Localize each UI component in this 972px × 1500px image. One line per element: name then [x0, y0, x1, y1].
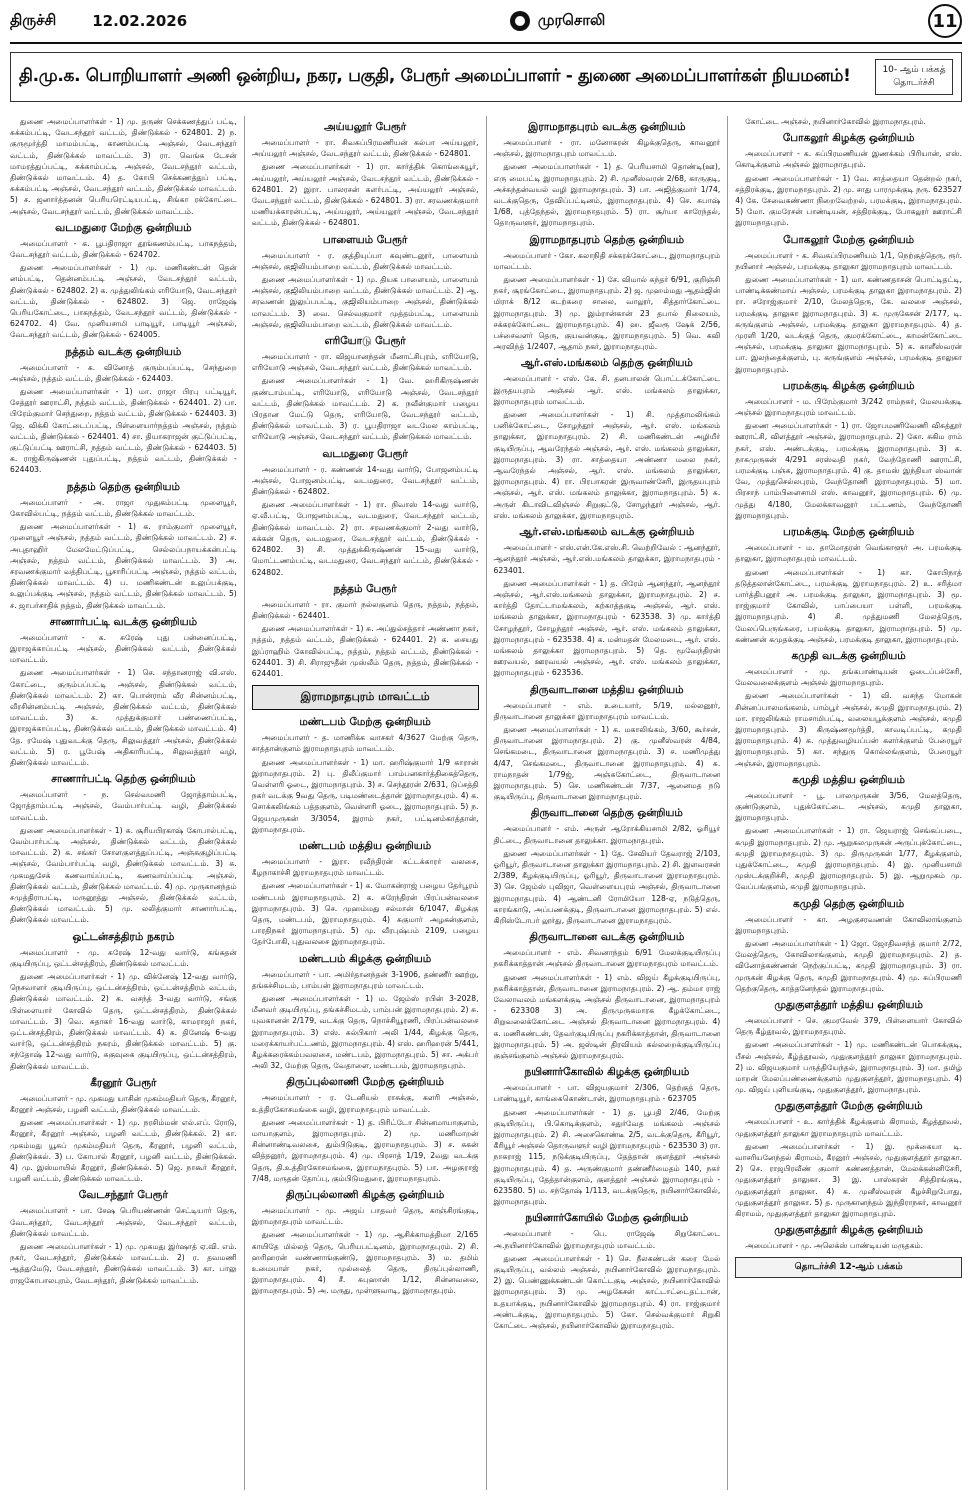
article-paragraph: அமைப்பாளர் - எம். அருள் ஆரோக்கியசாமி 2/82, ஓரியூர் திட்டை, திருவாடானை தாலுக்கா. இராமநாதபுரம்.	[493, 824, 721, 845]
section-heading: பாளையம் பேரூர்	[322, 233, 408, 246]
section-heading: வடமதுரை பேரூர்	[322, 447, 408, 460]
section-heading: கமுதி மத்திய ஒன்றியம்	[792, 773, 905, 786]
section-heading: மண்டபம் மேற்கு ஒன்றியம்	[299, 716, 431, 729]
article-paragraph: அமைப்பாளர் - எம். உடையார், 5/19, மல்லனூர், திருவாடானை தாலுக்கா இராமநாதபுரம் மாவட்டம்.	[493, 700, 721, 721]
text-column-1	[10, 116, 244, 1490]
section-heading: கமுதி தெற்கு ஒன்றியம்	[793, 897, 905, 910]
article-paragraph: அமைப்பாளர் - ர. குத்தியுப்பா கவுண்டனூர், பாளையம் அஞ்சல், குஜிலியம்பாறை வட்டம், திண்டுக்கல் மாவட்டம்.	[251, 250, 479, 271]
section-heading: முதுகுளத்தூர் மத்திய ஒன்றியம்	[774, 999, 923, 1011]
article-paragraph: துணை அமைப்பாளர்கள் - 1) வே. ஹரிகிருஷ்ணன் குண்டாம்பட்டி, எரியோடு, எரியோடு அஞ்சல், வேடசந்தூர் வட்டம், திண்டுக்கல் மாவட்டம். 2) க. நவீன்குமார் பழைய பிரதான மேட்டு தெரு, எரியோடு, வேடசந்தூர் வட்டம், திண்டுக்கல் மாவட்டம். 3) ர. பூபதிராஜா வடமேல காம்பட்டி, எரியோடு அஞ்சல், வேடசந்தூர் வட்டம், திண்டுக்கல் மாவட்டம்.	[251, 376, 479, 442]
article-paragraph: அமைப்பாளர் - ந. செல்வமணி ஜோத்தாம்பட்டி, ஜோத்தாம்பட்டி அஞ்சல், வேம்பார்பட்டி வழி, திண்டுக்கல் மாவட்டம்.	[10, 790, 237, 822]
section-heading: சாணார்பட்டி வடக்கு ஒன்றியம்	[49, 615, 198, 628]
article-paragraph: அமைப்பாளர் - மு. அஜய் பாதவர் தெரு, காஞ்சிரங்குடி, இராமநாதபுரம் மாவட்டம்.	[251, 1206, 479, 1227]
article-paragraph: துணை அமைப்பாளர்கள் - 1) கா. கோபிநாத் தடுத்தலான்கோட்டை, பரமக்குடி இராமநாதபுரம். 2) உ. சரித்மா பார்த்திபனூர் அ. பரமக்குடி தாலுகா, இராமநாதபுரம். 3) மூ. ராஜ்குமார் கோவில், பாப்பையா பள்ளி, பரமக்குடி இராமநாதபுரம். 4) சி. முத்துமணி மேலத்தெரு, மேலப்பெருங்கரை, பரமக்குடி தாலுகா, இராமநாதபுரம். 5) மு. கண்ணன் கமுதக்குடி அஞ்சல், பரமக்குடி தாலுகா, இராமநாதபுரம்.	[735, 567, 962, 644]
headline: தி.மு.க. பொறியாளர் அணி ஒன்றிய, நகர, பகுதி, பேரூர் அமைப்பாளர் - துணை அமைப்பாளர்கள் நியமனம்!	[19, 66, 851, 86]
article-paragraph: அமைப்பாளர் - உ. கார்த்திக் கீழக்குளம் கிராமம், கீழத்தூவல், முதுகுளத்தூர் தாலுகா இராமநாதபுரம் மாவட்டம்.	[735, 1117, 962, 1138]
continued-from-line-2: தொடர்ச்சி	[893, 78, 935, 88]
article-paragraph: அமைப்பாளர் - க. வினோத் குரும்பப்பட்டி, செந்துறை அஞ்சல், நத்தம் வட்டம், திண்டுக்கல் - 624403.	[10, 362, 237, 383]
continued-from-box	[875, 59, 953, 95]
article-paragraph: துணை அமைப்பாளர்கள் - 1) ரா. ஜோபமணிவேணி விசுத்தூர் ஊராட்சி, விளத்தூர் அஞ்சல், இராமநாதபுரம். 2) கோ. சுகிம ராம் நகர், எஸ். அண்டக்குடி, பரமக்குடி இராமநாதபுரம். 3) க. நாகமுருகன் 4/291 சரஸ்வதி நகர், வேந்தோணி ஊராட்சி, பரமக்குடி பஞ்சு, இராமநாதபுரம். 4) கு. தாமஸ் இந்தியா ஸ்வான் வே, முத்துசெல்லபுரம், வேந்தோணி இராமநாதபுரம். 5) மா. பிரசாந் பாம்பிளைசாமி எஸ். காவனூர், இராமநாதபுரம். 6) மு. முத்து 4/180, மேலக்காவனூர் பட்டணம், வேந்தோணி இராமநாதபுரம்.	[735, 421, 962, 520]
article-paragraph: துணை அமைப்பாளர்கள் - 1) இ. மூக்கையா டி. வாசரியனேந்தல் கிராமம், கீரனூர் அஞ்சல், முதுகுளத்தூர் தாலுகா. 2) செ. ராஜபிரவீண் குமார் கண்ணத்தான், மேலக்கன்னிசேரி, முதுகுளத்தூர் தாலுகா. 3) இ. பாஸ்கரன் சித்திரங்குடி, முதுகுளத்தூர் தாலுகா. 4) சு. முனீஸ்வரன் கீழச்சிறுபோது, முதுகுளத்தூர் தாலுகா. 5) த. முருகானந்தம் இந்திராநகர், காவனூர் கிராமம், முதுகுளத்தூர் தாலுகா இராமநாதபுரம்.	[735, 1141, 962, 1219]
article-paragraph: துணை அமைப்பாளர்கள் - 1) ஜோ. ஜோதிவசந்த் குமார் 2/72, மேலத்தெரு, கோவிலாங்குளம், கமுதி இராமநாதபுரம். 2) த. வினோத்கண்ணன் நெற்குப்பட்டி, கமுதி இராமநாதபுரம். 3) ரா. முருகன் கிழக்கு தெரு, கமுதி இராமநாதபுரம். 4) மு. சுப்பிரமணி தெற்குதெரு, காத்தனேந்தல் இராமநாதபுரம்.	[735, 938, 962, 993]
article-columns	[10, 116, 962, 1490]
continued-on-note: தொடர்ச்சி 12-ஆம் பக்கம்	[735, 1257, 962, 1278]
article-paragraph: அமைப்பாளர் - ம. பிரேம்குமார் 3/242 ராம்நகர், மேலயக்குடி அஞ்சல் இராமநாதபுரம் மாவட்டம்.	[735, 396, 962, 418]
headline-box	[10, 52, 962, 102]
section-heading: ஒட்டன்சத்திரம் நகரம்	[72, 930, 175, 943]
article-paragraph: அமைப்பாளர் - இரா. ரவீந்திரன் கட்டக்காரர் வலசை, கீழநாகாச்சி இராமநாதபுரம் மாவட்டம்.	[251, 856, 479, 878]
section-heading: திருப்புல்லாணி மேற்கு ஒன்றியம்	[286, 1076, 444, 1089]
section-heading: கீரனூர் பேரூர்	[90, 1076, 157, 1089]
article-paragraph: அமைப்பாளர் - மு. அலெக்ஸ் பாண்டியன் மருதகம்.	[745, 1241, 924, 1251]
article-paragraph: அமைப்பாளர் - மு. தங்கபாண்டியன் ஓடைப்பச்சேரி, மேலவலைக்குளம் அஞ்சல் இராமநாதபுரம்.	[735, 666, 962, 688]
section-heading: கமுதி வடக்கு ஒன்றியம்	[791, 649, 906, 662]
article-paragraph: துணை அமைப்பாளர்கள் - 1) சே. விமால் சுந்தர் 6/91, குறிஞ்சி நகர், சூரங்கோட்டை, இராமநாதபுரம். 2) ஜ. முஹம்மது ஆதம்ஜின் மிராக் 8/12 கடற்கரை சாலை, வாலூர், சித்தார்கோட்டை இராமநாதபுரம். 3) மு. இம்ரான்கான் 23 தபால் நிலையம், சக்கரக்கோட்டை இராமநாதபுரம். 4) ஹ. ஜீவரூ ஷேக் 2/56, பச்சைவளர் தெரு, குயவன்குடி, இராமநாதபுரம். 5) வெ. கவி அரவிந்த் 1/2407, ஆதாம் நகர், இராமநாதபுரம்.	[493, 275, 721, 352]
section-heading: போகலூர் மேற்கு ஒன்றியம்	[783, 233, 915, 246]
section-heading: நத்தம் தெற்கு ஒன்றியம்	[66, 480, 180, 493]
newspaper-logo-icon	[510, 11, 530, 31]
article-paragraph: துணை அமைப்பாளர்கள் - 1) மு. மணிகண்டன் தென் னம்பட்டி, தென்னம்பட்டி அஞ்சல், வேடசந்தூர் வட்டம், திண்டுக்கல் - 624802. 2) க. முத்துலிங்கம் எரியோடு, வேடசந்தூர் வட்டம், திண்டுக்கல் - 624802. 3) ஜெ. ராஜேஷ் பெரியகோட்டை, பாகநத்தம், வேடசந்தூர் வட்டம், திண்டுக்கல் - 624702. 4) வே. முனியசாமி பாடியூர், பாடியூர் அஞ்சல், வேடசந்தூர் வட்டம், திண்டுக்கல் - 624005.	[10, 263, 237, 340]
date-label: 12.02.2026	[92, 12, 188, 30]
article-paragraph: துணை அமைப்பாளர்கள் - 1) மு. தியக பாளையம், பாளையம் அஞ்சல், குஜிலியம்பாறை வட்டம், திண்டுக்கல் மாவட்டம். 2) ஆ. சரவணன் இலுப்பபட்டி, குஜிலியம்பாறை அஞ்சல், திண்டுக்கல் மாவட்டம். 3) வை. செல்வகுமார் முத்தம்பட்டி, பாளையம் அஞ்சல், குஜிலியம்பாறை வட்டம், திண்டுக்கல் மாவட்டம்.	[251, 275, 479, 329]
section-heading: மண்டபம் கிழக்கு ஒன்றியம்	[299, 952, 432, 965]
section-heading: பரமக்குடி கிழக்கு ஒன்றியம்	[782, 379, 915, 392]
article-paragraph: அமைப்பாளர் - க. சுரேஷ் புது பன்னைப்பட்டி, இராஜக்காப்பட்டி அஞ்சல், திண்டுக்கல் வட்டம், திண்டுக்கல் மாவட்டம்.	[10, 632, 237, 665]
article-paragraph: அமைப்பாளர் - மு. சுரேஷ் 12-வது வார்டு, கங்கதன் குடியிருப்பு, ஒட்டன்சத்திரம், திண்டுக்கல் மாவட்டம்.	[10, 947, 237, 968]
article-paragraph: துணை அமைப்பாளர்கள் - 1) மு. முகமது இர்ஷாத் ஏ.வி. எம். நகர், வேடசந்தூர், திண்டுக்கல் மாவட்டம். 2) ர. தவமணி ஆத்துமேடு, வேடசந்தூர், திண்டுக்கல் மாவட்டம். 3) கா. பாலு ராஜகோபாலபுரம், வேடசந்தூர், திண்டுக்கல் மாவட்டம்.	[10, 1242, 237, 1285]
article-paragraph: அமைப்பாளர் - எஸ்.என்.கே.எஸ்.சி. வெற்றிவேல் : ஆனந்தூர், ஆனந்தூர் அஞ்சல், ஆர்.எஸ்.மங்கலம் தாலுக்கா, இராமநாதபுரம் - 623401.	[493, 543, 721, 575]
article-paragraph: அமைப்பாளர் - ரா. சிவசுப்பிரமணியன் கல்பா அய்யலூர், அய்யலூர் அஞ்சல், வேடசந்தூர் வட்டம், திண்டுக்கல் - 624801.	[251, 138, 479, 159]
article-paragraph: அமைப்பாளர் - ம. தாமோதரன் வெங்காளூர் அ. பரமக்குடி தாலுகா, இராமநாதபுரம் மாவட்டம்.	[735, 543, 962, 564]
district-heading: இராமநாதபுரம் மாவட்டம்	[252, 685, 479, 710]
section-heading: நத்தம் பேரூர்	[333, 582, 397, 595]
article-paragraph: அமைப்பாளர் - பா. விஜயகுமார் 2/306, தெற்குத் தெரு, பாண்டியூர், காங்கைகொண்டான், இராமநாதபுரம் - 623705	[493, 1083, 721, 1104]
article-paragraph: துணை அமைப்பாளர்கள் - 1) வி. வசந்த மோகன் சின்னப்பாலமங்கலம், பாம்பூர் அஞ்சல், கமுதி இராமநாதபுரம். 2) மா. ராஜலிங்கம் ராமசாமிபட்டி, வலையபூக்குளம் அஞ்சல், கமுதி இராமநாதபுரம். 3) கிருஷ்ணமூர்த்தி, காவடிப்பட்டி, கமுதி இராமநாதபுரம். 4) க. முத்துவழியப்பன் களர்க்குளம் பேரையூர் இராமநாதபுரம். 5) கா. சந்துரு கொல்லங்குளம், பேரையூர் அஞ்சல், இராமநாதபுரம்.	[735, 691, 962, 768]
article-paragraph: துணை அமைப்பாளர்கள் - 1) ரா. கார்த்திக் கொங்கையூர், அய்யலூர், அய்யலூர் அஞ்சல், வேடசந்தூர் வட்டம், திண்டுக்கல் - 624801. 2) இரா. பாலரசன் களர்பட்டி, அய்யலூர் அஞ்சல், வேடசந்தூர் வட்டம், திண்டுக்கல் - 624801. 3) ரா. சரவணக்குமார் மணியக்காரன்பட்டி, அய்யலூர், அய்யலூர் அஞ்சல், வேடசந்தூர் வட்டம், திண்டுக்கல் - 624801.	[251, 162, 479, 228]
article-paragraph: துணை அமைப்பாளர்கள் - 1) த. பிரேம் ஆனந்தூர், ஆனந்தூர் அஞ்சல், ஆர்.எஸ்.மங்கலம் தாலுக்கா, இராமநாதபுரம். 2) ச. கார்த்தி தோட்டாமங்கலம், கற்காத்தகுடி அஞ்சல், ஆர். எஸ். மங்கலம் தாலுக்கா, இராமநாதபுரம் - 623538. 3) மு. கார்த்தி சோழந்தூர், சோழந்தூர் அஞ்சல், ஆர். எஸ். மங்கலம் தாலுக்கா, இராமநாதபுரம் - 623538. 4) க. மன்மதன் மேலமடை, ஆர். எஸ். மங்கலம் தாலுக்கா இராமநாதபுரம். 5) தெ. மூவேந்திரன் ஊரவயல், ஊரவயல் அஞ்சல், ஆர். எஸ். மங்கலம் தாலுக்கா, இராமநாதபுரம் - 623536.	[493, 578, 721, 678]
section-heading: நயினார்கோயில் மேற்கு ஒன்றியம்	[525, 1212, 689, 1225]
article-paragraph: துணை அமைப்பாளர்கள் - 1) சி. முத்தாமலிங்கம் பனிக்கோட்டை, சோழந்தூர் அஞ்சல், ஆர். எஸ். மங்கலம் தாலுக்கா, இராமநாதபுரம். 2) சி. மணிகண்டன் அழியீர் குடியிருப்பு, ஆவரேந்தல் அஞ்சல், ஆர். எஸ். மங்கலம் தாலுக்கா, இராமநாதபுரம். 3) ரா. சாத்தையா அண்ணா மலை நகர், ஆவரேந்தல் அஞ்சல், ஆர். எஸ். மங்கலம் தாலுக்கா, இராமநாதபுரம். 4) ரா. பிரபாகரன் இருவாண்சேரி, இருதயபுரம் அஞ்சல், ஆர். எஸ். மங்கலம் தாலுக்கா, இராமநாதபுரம். 5) சு. அருள் கிடாவிடவிஞ்சல் சிறுகுட்டு, சோழந்தூர் அஞ்சல், ஆர். எஸ். மங்கலம் தாலுக்கா, இராமநாதபுரம்.	[493, 410, 721, 520]
article-paragraph: அமைப்பாளர் - பெ. ராஜேஷ் சிறுகோட்டை அ.நயினார்கோவில் இராமநாதபுரம் மாவட்டம்.	[493, 1229, 721, 1250]
article-paragraph: அமைப்பாளர் - ர. டேனியல் ராசுக்கு, களரி அஞ்சல், உத்திரகோசமங்கை வழி, இராமநாதபுரம் மாவட்டம்.	[251, 1093, 479, 1114]
article-paragraph: அமைப்பாளர் - பா. சேஷ பெரியண்ணன் செட்டியார் தெரு, வேடசந்தூர், வேடசந்தூர் அஞ்சல், வேடசந்தூர் வட்டம், திண்டுக்கல் மாவட்டம்.	[10, 1206, 237, 1238]
article-paragraph: அமைப்பாளர் - ர. கண்ணன் 14-வது வார்டு, போஜனம்பட்டி அஞ்சல், போஜனம்பட்டி, வடமதுரை, வேடசந்தூர் வட்டம், திண்டுக்கல் - 624802.	[251, 464, 479, 497]
article-paragraph: துணை அமைப்பாளர்கள் - 1) செ. நீலகண்டன் கரை மேல் குடியிருப்பு, வல்லம் அஞ்சல், நயினார்கோவில் இராமநாதபுரம். 2) இ. பெண்ணுக்கண்டன் கொட்டகுடி அஞ்சல், நயினார்கோவில் இராமநாதபுரம். 3) மு. அழகேசன் காட்டாட்டைதட்டான், உதயாக்குடி, நயினார்கோவில் இராமநாதபுரம். 4) ரா. ராஜ்குமார் அண்டக்குடி, இராமநாதபுரம். 5) கோ. செல்வக்குமார் சிறுகி கோட்டை அஞ்சல், நயினார்கோவில் இராமநாதபுரம்.	[493, 1253, 721, 1331]
article-paragraph: துணை அமைப்பாளர்கள் - 1) சு. சூரியபிரகாஷ் கோபால்பட்டி, வேம்பார்பட்டி அஞ்சல், திண்டுக்கல் வட்டம், திண்டுக்கல் மாவட்டம். 2) க. சங்கர் சோளகுளத்துப்பட்டி, அஞ்சுகுழிப்பட்டி அஞ்சல், வேம்பார்பட்டி வழி, திண்டுக்கல் மாவட்டம். 3) சு. முகமதுசேக் கணவாய்ப்பட்டி, கணவாய்ப்பட்டி அஞ்சல், திண்டுக்கல் வட்டம், திண்டுக்கல் மாவட்டம். 4) மு. முருகானந்தம் சமுத்திராபட்டி, மருனூத்து அஞ்சல், திண்டுக்கல் வட்டம், திண்டுக்கல் மாவட்டம். 5) மு. லலித்குமார் சாணார்பட்டி, திண்டுக்கல் மாவட்டம்.	[10, 825, 237, 925]
section-heading: ஆர்.எஸ்.மங்கலம் வடக்கு ஒன்றியம்	[519, 526, 695, 539]
text-column-3	[486, 116, 728, 1490]
section-heading: வேடசந்தூர் பேரூர்	[78, 1189, 168, 1202]
article-paragraph: துணை அமைப்பாளர்கள் - 1) மு. நரசிம்மன் எல்.எப். ரோடு, கீரனூர், கீரனூர் அஞ்சல், பழனி வட்டம், திண்டுக்கல். 2) கா. முகம்மது யூசுப் முகம்மதியர் தெரு, கீரனூர், பழனி வட்டம், திண்டுக்கல். 3) ப. கோபால் கீரனூர், பழனி வட்டம், திண்டுக்கல். 4) மு. இஸ்மாயில் கீரனூர், திண்டுக்கல். 5) ஜெ. நாகூர் கீரனூர், பழனி வட்டம், திண்டுக்கல் மாவட்டம்.	[10, 1118, 237, 1184]
continued-from-line-1: 10- ஆம் பக்கத்	[882, 65, 946, 75]
city-label: திருச்சி	[10, 11, 57, 29]
article-paragraph: அமைப்பாளர் - பா. அமிர்தானந்தன் 3-1906, தண்ணீர் ஊற்று, தங்கச்சிமடம், பாம்பன் இராமநாதபுரம் மாவட்டம்.	[251, 969, 479, 990]
section-heading: போகலூர் கிழக்கு ஒன்றியம்	[782, 132, 915, 145]
paper-name: முரசொலி	[537, 11, 606, 29]
section-heading: இராமநாதபுரம் வடக்கு ஒன்றியம்	[528, 121, 686, 133]
article-paragraph: துணை அமைப்பாளர்கள் - 1) மு. தருண் செக்கணத்துப் பட்டி, சுக்கம்பட்டி, வேடசந்தூர் வட்டம், திண்டுக்கல் - 624801. 2) ந. குருமூர்த்தி மாமம்பட்டி, காணம்பட்டி அஞ்சல், வேடசந்தூர் வட்டம், திண்டுக்கல் மாவட்டம். 3) ரா. வெங்க டேசன் மாமரத்துப்பட்டி, சுக்காம்பட்டி அஞ்சல், வேடசந்தூர் வட்டம், திண்டுக்கல் மாவட்டம். 4) த. கோபி செக்கணத்துப் பட்டி, சுக்கம்பட்டி அஞ்சல், வேடசந்தூர் வட்டம், திண்டுக்கல் மாவட்டம். 5) ச. ஜனார்த்தனன் பெரியரெட்டியபட்டி, சிங்கா ரக்கோட்டை அஞ்சல், வேடசந்தூர் வட்டம், திண்டுக்கல் மாவட்டம்.	[10, 117, 237, 216]
section-heading: வடமதுரை மேற்கு ஒன்றியம்	[55, 221, 192, 234]
article-paragraph: துணை அமைப்பாளர்கள் - 1) மா. ஹரிஷ்குமார் 1/9 காரான் இராமநாதபுரம். 2) பு. திலீப்குமார் பாம்பனகார்த்திகைத்தெரு, வெள்ளரி ஓடை, இராமநாதபுரம். 3) ச. செந்தூரன் 2/631, டுப்சத்தி நகர் வடக்கு 9வது தெரு, படிமண்டைத்தான் இராமநாதபுரம். 4) க. சொக்கலிங்கம் பத்தகுளம், வெள்ளரி ஓடை, இராமநாதபுரம். 5) ந. ஜெயமுருகன் 3/3054, இராம் நகர், பட்டினம்காத்தான், இராமநாதபுரம்.	[251, 757, 479, 834]
article-paragraph: துணை அமைப்பாளர்கள் - 1) க. மகாலிங்கம், 3/60, கூர்சன், திருவாடானை இராமநாதபுரம். 2) கு. முனீஸ்வரன் 4/84, செங்கமடை, திருவாடானை இராமநாதபுரம். 3) ச. மணிமுத்து 4/47, செங்கமடை, திருவாடானை இராமநாதபுரம். 4) சு. ராமநாதன் 1/79ஜ், அஞ்சுகோட்டை, திருவாடானை இராமநாதபுரம். 5) செ. மணிகண்டன் 7/37, ஆனைமத நடு குடியிருப்பு, திருவாடானை இராமநாதபுரம்.	[493, 724, 721, 802]
article-paragraph: துணை அமைப்பாளர்கள் - 1) த. பூபதி 2/46, மேற்கு குடியிருப்பு, பி.கொடிக்குளம், சதுர்வேத மங்கலம் அஞ்சல் இராமநாதபுரம். 2) சி. அசைகொண்டீ 2/5, வடக்குதெரு, கீரியூர், கீரியூர் அஞ்சல் தொருவளுர் வழி இராமநாதபுரம் - 623530 3) ரா. நாகராஜ் 115, நடுக்குடியிருப்பு, தேத்தான் குளத்தூர் அஞ்சல் இராமநாதபுரம். 4) த. அருண்குமார் தண்ணீர்மைதம் 140, நகர் குடியிருப்பு, தேத்தான்குளம், குளத்தூர் அஞ்சல் இராமநாதபுரம் - 623580. 5) ம. சந்தோஷ் 1/113, வடக்குதெரு, நயினார்கோவில், இராமநாதபுரம்.	[493, 1107, 721, 1207]
section-heading: நத்தம் வடக்கு ஒன்றியம்	[65, 345, 182, 358]
section-heading: முதுகுளத்தூர் மேற்கு ஒன்றியம்	[774, 1100, 923, 1113]
article-paragraph: கோட்டை அஞ்சல், நயினார்கோவில் இராமநாதபுரம்.	[745, 117, 926, 126]
article-paragraph: அமைப்பாளர் - க. பூபதிராஜா தூங்கணம்பட்டி, பாகநத்தம், வேடசந்தூர் வட்டம், திண்டுக்கல் - 624702.	[10, 238, 237, 260]
section-heading: பரமக்குடி மேற்கு ஒன்றியம்	[783, 526, 915, 539]
article-paragraph: துணை அமைப்பாளர்கள் - 1) த. பெரியசாமி தொண்டி(ஊ), எரு மைபட்டி இராமநாதபுரம். 2) சி. முனீஸ்வரன் 2/68, காருகுடி, அச்சுந்தன்வயல் வழி இராமநாதபுரம். 3) பா. அஜித்குமார் 1/74, வடக்குதெரு, தேவிப்பட்டினம், இராமநாதபுரம். 4) செ. சுபாஷ் 1/68, புத்தேந்தல், இராமநாதபுரம். 5) ரா. சூர்யா காரேந்தல், தொருவளுர், இராமநாதபுரம்.	[493, 162, 721, 228]
article-paragraph: அமைப்பாளர் - க. சுப்பிரமணியன் இணக்கம் பிரியான், எஸ். கொடிக்குளம் அஞ்சல் இராமநாதபுரம்.	[735, 149, 962, 170]
article-paragraph: அமைப்பாளர் - செ. குமரவேல் 379, பிள்ளையார் கோவில் தெரு கீழ்தூவல், இராமநாதபுரம்.	[735, 1016, 962, 1037]
section-heading: எரியோடு பேரூர்	[324, 335, 406, 348]
article-paragraph: துணை அமைப்பாளர்கள் - 1) மு. மணிகண்டன் பொசுக்குடி, பீசல் அஞ்சல், கீழ்த்தூவல், முதுகுளத்தூர் தாலுகா இராமநாதபுரம். 2) ம. விஜயகுமார் பருத்தியேந்தல், இராமநாதபுரம். 3) மா. தமிழ் மாறன் மேலப்பண்ணைக்குளம் முதுகுளத்தூர், இராமநாதபுரம். 4) மு. விஜய் புளியங்குடி, முதுகுளத்தூர், இராமநாதபுரம்.	[735, 1040, 962, 1095]
article-paragraph: அமைப்பாளர் - எஸ். கே. சி. தனபாலன் பொட்டக்கோட்டை இருதயபுரம் அஞ்சல் ஆர். எஸ். மங்கலம் தாலுக்கா, இராமநாதபுரம் மாவட்டம்.	[493, 374, 721, 406]
article-paragraph: அமைப்பாளர் - த. மாணிக்க வாசகர் 4/3627 மேற்கு தெரு, சாத்தான்குளம் இராமநாதபுரம் மாவட்டம்.	[251, 733, 479, 754]
article-paragraph: அமைப்பாளர் - எம். சிவனாந்தம் 6/91 மேலக்குடியிருப்பு நகரிக்காத்தான் அஞ்சல் திருவாடானை இராமநாதபுரம் மாவட்டம்.	[493, 948, 721, 969]
article-paragraph: துணை அமைப்பாளர்கள் - 1) எம். விஜய் கீழக்குடியிருப்பு, நகரிக்காத்தான், திருவாடானை இராமநாதபுரம். 2) ஆ. தம்மா ராஜ் வேலாவலம் மங்களக்குடி அஞ்சல் திருவாடானை, இராமநாதபுரம் - 623308 3) அ. திருமுருகமாரக கீழக்கோட்டை, சிறுவலைக்கோட்டை அஞ்சல் திருவாடானை இராமநாதபுரம். 4) க. மணிகண்டன், தேவர்குடியிருப்பு நகரிக்காத்தான், திருவாடானை இராமநாதபுரம். 5) அ. ஜஸ்டின் திரவியம் கல்லறைக்குடியிருப்பு குஞ்சங்குளம் அஞ்சல் இராமநாதபுரம்.	[493, 972, 721, 1061]
article-paragraph: அமைப்பாளர் - மு. முகமது யாசின் முகம்மதியர் தெரு, கீரனூர், கீரனூர் அஞ்சல், பழனி வட்டம், திண்டுக்கல் மாவட்டம்.	[10, 1093, 237, 1115]
page-number-badge: 11	[928, 4, 962, 38]
section-heading: திருவாடானை தெற்கு ஒன்றியம்	[530, 807, 683, 820]
section-heading: இராமநாதபுரம் தெற்கு ஒன்றியம்	[529, 233, 685, 246]
article-paragraph: துணை அமைப்பாளர்கள் - 1) க. மோகன்ராஜ் பழைய தேர்பூரம் மண்டபம் இராமநாதபுரம். 2) க. சுரேந்திரன் பிரப்பன்வலசை இராமநாதபுரம். 3) செ. முஹம்மது சல்மான் 6/1047, கிழக்கு தெரு, மண்டபம், இராமநாதபுரம். 4) சுகுமார் அழகன்குளம், பாரதிநகர் இராமநாதபுரம். 5) மு. வீரபுஷ்பம் 2109, பழைய தேர்போகி, புதுவலசை இராமநாதபுரம்.	[251, 881, 479, 947]
article-paragraph: அமைப்பாளர் - ரா. மனோகரன் கிழக்குதெரு, காவனூர் அஞ்சல், இராமநாதபுரம் மாவட்டம்.	[493, 138, 721, 159]
article-paragraph: துணை அமைப்பாளர்கள் - 1) மா. ராஜா பிரபு பட்டியூர், சேத்தூர் ஊராட்சி, நத்தம் வட்டம், திண்டுக்கல் - 624401. 2) பா. பிரேம்குமார் செந்துறை, நத்தம் வட்டம், திண்டுக்கல் - 624403. 3) ஜெ. விக்கி கோட்டைப்பட்டி, பிள்ளையார்நத்தம் அஞ்சல், நத்தம் வட்டம், திண்டுக்கல் - 624401. 4) சா. தியாகராஜன் குட்டுப்பட்டி, குட்டுப்பட்டி ஊராட்சி, நத்தம் வட்டம், திண்டுக்கல் - 624403. 5) க. ராஜ்கிருஷ்ணன் புதுப்பட்டி, நத்தம் வட்டம், திண்டுக்கல் - 624403.	[10, 387, 237, 475]
article-paragraph: துணை அமைப்பாளர்கள் - 1) ரா. ஜெயராஜ் செங்கப்படை, கமுதி இராமநாதபுரம். 2) மு. ஆறுகலமுருகன் அருப்புக்கோட்டை, கமுதி இராமநாதபுரம். 3) மு. திருமுருகன் 1/77, கீழக்குளம், புதுக்கோட்டை, கமுதி இராமநாதபுரம். 4) இ. முனியசாமி முஸ்டக்குறிச்சி, கமுதி இராமநாதபுரம். 5) இ. ஆறுமுகம் மு. வேப்பங்குளம், கமுதி இராமநாதபுரம்.	[735, 826, 962, 892]
article-paragraph: துணை அமைப்பாளர்கள் - 1) மு. ஆசிக்காமத்திமா 2/165 காயிதே மில்லத் தெரு, பெரியபட்டினம், இராமநாதபுரம். 2) சி. ஹரிஹரன் வண்ணாங்குண்டு, இராமநாதபுரம். 3) ம. தமிம் உமையாள் நகர், முல்லைத் தெரு, திருப்புல்லாணி, இராமநாதபுரம். 4) சீ. சுபுஹான் 1/12, சின்னவலை, இராமநாதபுரம். 5) அ. மருது, முள்ளுவாடி, இராமநாதபுரம்.	[251, 1230, 479, 1296]
article-paragraph: அமைப்பாளர் - ரா. விஜயானந்தன் மீனாட்சிபுரம், எரியோடு, எரியோடு அஞ்சல், வேடசந்தூர் வட்டம், திண்டுக்கல் மாவட்டம்.	[251, 352, 479, 373]
section-heading: முதுகுளத்தூர் கிழக்கு ஒன்றியம்	[774, 1224, 923, 1237]
article-paragraph: அமைப்பாளர் - ரா. குமார் நல்லகுளம் தெரு, நத்தம், நத்தம், திண்டுக்கல் - 624401.	[251, 599, 479, 620]
masthead	[10, 0, 962, 44]
section-heading: அய்யலூர் பேரூர்	[323, 121, 407, 133]
section-heading: சாணார்பட்டி தெற்கு ஒன்றியம்	[51, 773, 196, 786]
article-paragraph: அமைப்பாளர் - பூ. பாலமுருகன் 3/56, மேலத்தெரு, குண்டுகுளம், புதுக்கோட்டை அஞ்சல், கமுதி தாலுகா, இராமநாதபுரம்.	[735, 790, 962, 823]
article-paragraph: துணை அமைப்பாளர்கள் - 1) ம. ஜேம்ஸ் ரபின் 3-2028, மீனவர் குடியிருப்பு, தங்கச்சிமடம், பாம்பன் இராமநாதபுரம். 2) சு. யுவகானன் 2/179, வடக்கு தெரு, நொச்சியூரணி, பிரப்பன்வலசை இராமநாதபுரம். 3) எஸ். சுல்பிகார் அலி 1/44, கிழக்கு தெரு, மரைக்காயர்பட்டணம், இராமநாதபுரம். 4) எஸ். ஹரிஹரன் 5/441, கீழக்கரைக்கம்பவலசை, மண்டபம், இராமநாதபுரம். 5) சா. அக்பர் அலி 32, மேற்கு தெரு, வேதாளை, மண்டபம், இராமநாதபுரம்.	[251, 993, 479, 1071]
masthead-left	[10, 11, 187, 31]
article-paragraph: துணை அமைப்பாளர்கள் - 1) த. பிரிட்டோ சின்னமாயாகுளம், மாயாகுளம், இராமநாதபுரம். 2) மு. மணிமாறன் சின்னாண்டிவலசை, தும்பிடுகுடி, இராமநாதபுரம். 3) ச. சுகன் வித்தனூர், இராமநாதபுரம். 4) மு. பிரசாத் 1/19, 2வது வடக்கு தெரு, தி.உத்திரகோசமங்கை, இராமநாதபுரம். 5) பா. அழகுராஜ் 7/48, மருதன் தோப்பு, கும்பிடுமதுரை, இராமநாதபுரம்.	[251, 1117, 479, 1183]
section-heading: மண்டபம் மத்திய ஒன்றியம்	[299, 839, 432, 852]
section-heading: திருவாடானை மத்திய ஒன்றியம்	[530, 683, 684, 696]
article-paragraph: அமைப்பாளர் - அ. ராஜா முதுகம்பட்டி முளையூர், கோவில்பட்டி, நத்தம் வட்டம், திண்டுக்கல் மாவட்டம்.	[10, 497, 237, 518]
article-paragraph: துணை அமைப்பாளர்கள் - 1) சு. அப்துல்சத்தார் அண்ணா நகர், நத்தம், நத்தம் வட்டம், திண்டுக்கல் - 624401. 2) க. சையது இப்ராஹிம் கோவில்பட்டி, நத்தம், நத்தம் வட்டம், திண்டுக்கல் - 624401. 3) சி. சிராஜுதீன் முஸ்லீம் தெரு, நத்தம், திண்டுக்கல் - 624401.	[251, 624, 479, 678]
article-paragraph: அமைப்பாளர் - கோ. கலாநிதி சக்கரக்கோட்டை, இராமநாதபுரம் மாவட்டம்.	[493, 250, 721, 271]
article-paragraph: துணை அமைப்பாளர்கள் - 1) மா. கண்ணதாசன் பொட்டிதட்டி, பாண்டிக்கண்மாய் அஞ்சல், பரமக்குடி தாலுகா இராமநாதபுரம். 2) ரா. சரோஜ்குமார் 2/10, மேலத்தெரு, கே. வலசை அஞ்சல், பரமக்குடி தாலுகா இராமநாதபுரம். 3) க. முருகேசன் 2/177, டி. கருங்குளம் அஞ்சல், பரமக்குடி தாலுகா இராமநாதபுரம். 4) த. முரளி 1/20, வடக்குத் தெரு, குமரக்கோட்டை, காமன்கோட்டை அஞ்சல், பரமக்குடி தாலுகா இராமநாதபுரம். 5) க. காளீஸ்வரன் பா. இலந்தைக்குளம், பு. கருங்குளம் அஞ்சல், பரமக்குடி தாலுகா இராமநாதபுரம்.	[735, 275, 962, 374]
article-paragraph: துணை அமைப்பாளர்கள் - 1) க. ராம்குமார் முளையூர், முளையூர் அஞ்சல், நத்தம் வட்டம், திண்டுக்கல் மாவட்டம். 2) ச. அபுதாஹிர் மேலமேட்டுப்பட்டி, செல்லப்பநாயக்கன்பட்டி அஞ்சல், நத்தம் வட்டம், திண்டுக்கல் மாவட்டம். 3) அ. சரவணக்குமார் வத்திபட்டி, பூசாரிப்பட்டி அஞ்சல், நத்தம் வட்டம், திண்டுக்கல் மாவட்டம். 4) ப. மணிகண்டன் உலுப்பக்குடி, உலுப்பக்குடி அஞ்சல், நத்தம் வட்டம், திண்டுக்கல் மாவட்டம். 5) ச. ஜாபர்சாதிக் நத்தம், திண்டுக்கல் மாவட்டம்.	[10, 522, 237, 610]
section-heading: ஆர்.எஸ்.மங்கலம் தெற்கு ஒன்றியம்	[520, 357, 693, 370]
article-paragraph: துணை அமைப்பாளர்கள் - 1) செ. சந்தானராஜ் வி.எஸ். கோட்டை, குரும்பப்பட்டி அஞ்சல், திண்டுக்கல் வட்டம், திண்டுக்கல் மாவட்டம். 2) கா. பொன்ராம் வீர சின்னம்பட்டி, வீரசின்னம்பட்டி அஞ்சல், திண்டுக்கல் வட்டம், திண்டுக்கல் மாவட்டம். 3) க. முத்துக்குமார் பண்ணைப்பட்டி, இராஜக்காப்பட்டி, திண்டுக்கல் வட்டம், திண்டுக்கல் மாவட்டம். 4) தே. ரமேஷ் புதுவடக்கு தெரு, சிலுவத்தூர் அஞ்சல், திண்டுக்கல் வட்டம். 5) ர. பூபேஷ் அதிகாரிபட்டி, சிலுவத்தூர் வழி, திண்டுக்கல் மாவட்டம்.	[10, 668, 237, 767]
text-column-4	[727, 116, 962, 1490]
article-paragraph: துணை அமைப்பாளர்கள் - 1) வே. சாத்தையா தென்றல் நகர், சத்திரக்குடி, இராமநாதபுரம். 2) மு. சாது பாரமுக்குடி நரு. 623527 4) கே. சேவைகண்ணா நிறைவேற்றல், பரமக்குடி, இராமநாதபுரம். 5) மோ. குமரேசன் பாண்டியன், சத்திரக்குடி, போகலூர் ஊராட்சி இராமநாதபுரம்.	[735, 173, 962, 228]
section-heading: திருப்புல்லாணி கிழக்கு ஒன்றியம்	[285, 1189, 445, 1202]
masthead-center	[510, 11, 606, 31]
text-column-2	[244, 116, 486, 1490]
article-paragraph: துணை அமைப்பாளர்கள் - 1) தே. சேவியர் தேவராஜ் 2/103, ஓரியூர், திருவாடானை தாலுக்கா இராமநாதபுரம். 2) சி. இளவரசன் 2/389, கீழக்குடியிருப்பு, ஓரியூர், திருவாடானை இராமநாதபுரம். 3) செ. ஜேம்ஸ் புவிஜா, வெள்ளையபுரம் அஞ்சல், திருவாடானை இராமநாதபுரம். 4) ஆண்டனி ரோமியோ 128-ஏ, நடுத்தெரு, காரங்காடு, அப்பணக்குடி, திருவாடானை இராமநாதபுரம். 5) எல். கிறிஸ்டோபர் லூர்து, திருவாடானை இராமநாதபுரம்.	[493, 848, 721, 925]
section-heading: நயினார்கோவில் கிழக்கு ஒன்றியம்	[524, 1066, 690, 1079]
article-paragraph: துணை அமைப்பாளர்கள் - 1) மு. விக்னேஷ் 12-வது வார்டு, நெசவாளர் குடியிருப்பு, ஒட்டன்சத்திரம், ஒட்டன்சத்திரம் வட்டம், திண்டுக்கல் மாவட்டம். 2) க. வசந்த் 3-வது வார்டு, சங்கு பிள்ளையார் கோவில் தெரு, ஒட்டன்சத்திரம், திண்டுக்கல் மாவட்டம். 3) வெ. சுதாகர் 16-வது வார்டு, காமராஜர் நகர், ஒட்டன்சத்திரம், திண்டுக்கல் மாவட்டம். 4) க. தினேஷ் 6-வது வார்டு, ஒட்டன்சத்திரம் நகரம், திண்டுக்கல் மாவட்டம். 5) கு. சந்தோஷ் 12-வது வார்டு, சுகுவுகை குடியிருப்பு, ஒட்டன்சத்திரம், திண்டுக்கல் மாவட்டம்.	[10, 972, 237, 1071]
article-paragraph: துணை அமைப்பாளர்கள் - 1) ரா. நிவாஸ் 14-வது வார்டு, ஏ.வீ.பட்டி, போஜனம்பட்டி, வடமதுரை, வேடசந்தூர் வட்டம், திண்டுக்கல் மாவட்டம். 2) ரா. சரவணக்குமார் 2-வது வார்டு, கக்கன் தெரு, வடமதுரை, வேடசந்தூர் வட்டம், திண்டுக்கல் - 624802. 3) சி. முத்துக்கிருஷ்ணன் 15-வது வார்டு, மொட்டணம்பட்டி, வடமதுரை, வேடசந்தூர் வட்டம், திண்டுக்கல் - 624802.	[251, 500, 479, 577]
article-paragraph: அமைப்பாளர் - கா. அழகுசரவணன் கோவிலாங்குளம் இராமநாதபுரம்.	[735, 914, 962, 935]
section-heading: திருவாடானை வடக்கு ஒன்றியம்	[529, 931, 685, 944]
article-paragraph: அமைப்பாளர் - க. சிவசுப்பிரமணியம் 1/1, நெற்குத்தெரு, ரூர். நயினார் அஞ்சல், பரமக்குடி தாலுகா இராமநாதபுரம் மாவட்டம்.	[735, 250, 962, 271]
